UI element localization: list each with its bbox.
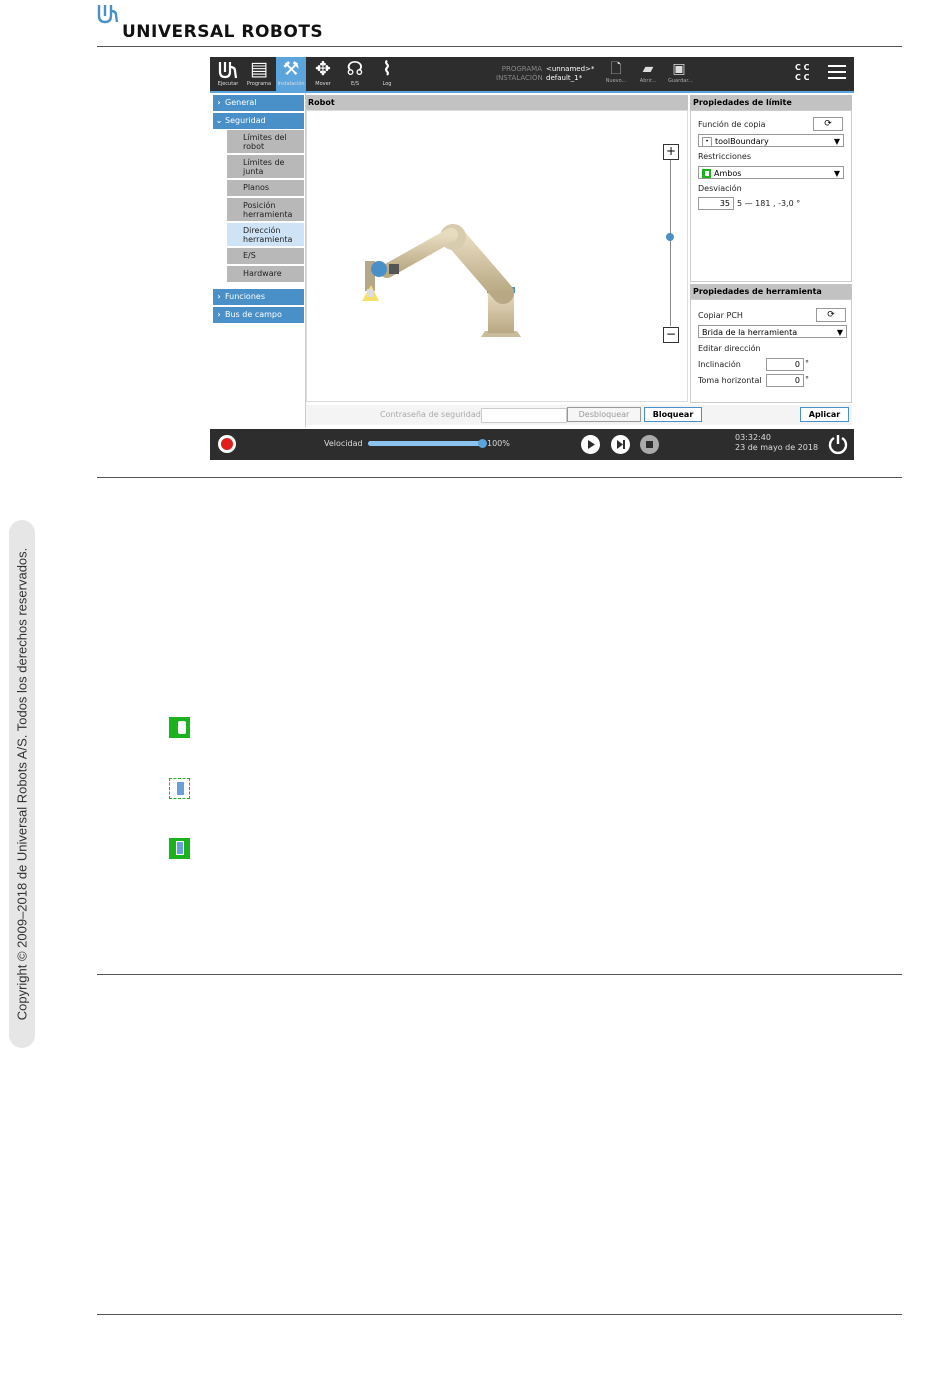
program-status (496, 65, 594, 73)
program-icon: ▤ (250, 58, 268, 80)
copy-tcp-label: Copiar PCH (698, 311, 743, 320)
sidebar-item-label: Dirección herramienta (243, 226, 293, 244)
copyright-text: Copyright © 2009–2018 de Universal Robots A/S. Todos los derechos reservados. (14, 547, 30, 1021)
restrictions-value: Ambos (714, 169, 742, 178)
copy-tcp-value: Brida de la herramienta (702, 328, 798, 337)
nav-installation[interactable] (276, 57, 306, 91)
unlock-button[interactable]: Desbloquear (567, 407, 641, 422)
feature-dot-icon: • (702, 137, 712, 147)
stop-icon (640, 435, 659, 454)
tilt-input[interactable]: 0 (766, 358, 804, 371)
sidebar-section-fieldbus[interactable] (213, 307, 304, 323)
nav-label: Instalación (277, 81, 305, 87)
chevron-right-icon: › (217, 98, 221, 107)
nav-log[interactable] (372, 57, 402, 91)
footer-rule (97, 1314, 902, 1315)
installation-value: default_1* (546, 74, 583, 82)
deviation-input[interactable]: 35 (698, 197, 734, 210)
tcp-refresh-button[interactable] (816, 308, 846, 322)
nav-label: Mover (315, 81, 331, 87)
new-file-icon: 🗋 (610, 61, 622, 77)
zoom-out-button[interactable]: − (663, 327, 679, 343)
section-label: Bus de campo (225, 310, 282, 319)
new-button[interactable] (605, 60, 627, 84)
tilt-label: Inclinación (698, 360, 741, 369)
top-bar (210, 57, 854, 93)
restriction-reduced-icon (169, 778, 190, 799)
brand-name: UNIVERSAL ROBOTS (122, 22, 324, 42)
sidebar-item-tool-position[interactable] (227, 198, 304, 222)
speed-slider[interactable] (368, 441, 482, 446)
sidebar-item-label: E/S (243, 251, 256, 260)
tool-label: Guardar... (668, 78, 693, 84)
folder-icon: ▰ (642, 61, 654, 77)
ur-logo-icon (217, 59, 239, 81)
installation-sidebar (210, 93, 306, 427)
move-icon: ✥ (315, 58, 331, 80)
step-button[interactable] (611, 435, 630, 454)
nav-label: Programa (246, 81, 272, 87)
clock-time: 03:32:40 (735, 433, 771, 442)
nav-move[interactable] (308, 57, 338, 91)
edit-direction-label: Editar dirección (698, 344, 761, 353)
robot-arm-illustration (307, 111, 687, 401)
chevron-down-icon: ⌄ (215, 116, 223, 125)
program-value: <unnamed>* (546, 65, 595, 73)
save-button[interactable] (668, 60, 693, 84)
pan-unit: ° (805, 375, 809, 384)
sidebar-item-label: Límites de junta (243, 158, 285, 176)
nav-label: Log (382, 81, 392, 87)
sidebar-item-label: Posición herramienta (243, 201, 293, 219)
restrictions-select[interactable] (698, 166, 844, 179)
apply-button[interactable]: Aplicar (800, 407, 849, 422)
save-icon: ▣ (672, 61, 686, 77)
copyright-tab (9, 520, 35, 1048)
tool-label: Abrir... (639, 78, 657, 84)
nav-label: E/S (350, 81, 360, 87)
speed-slider-handle[interactable] (478, 439, 487, 448)
zoom-slider-handle[interactable] (666, 233, 674, 241)
nav-run[interactable] (213, 57, 243, 91)
pan-label: Toma horizontal (698, 376, 762, 385)
ur-screenshot (210, 57, 854, 460)
installation-icon: ⚒ (282, 58, 300, 80)
sidebar-item-label: Hardware (243, 269, 282, 278)
sidebar-item-joint-limits[interactable] (227, 155, 304, 179)
dropdown-arrow-icon: ▼ (833, 169, 840, 178)
copy-feature-label: Función de copia (698, 120, 766, 129)
play-button[interactable] (581, 435, 600, 454)
stop-button[interactable] (640, 435, 659, 454)
log-icon: ⌇ (382, 58, 392, 80)
copy-feature-value: toolBoundary (715, 137, 769, 146)
safety-password-row (306, 405, 852, 425)
refresh-icon: ⟳ (824, 119, 832, 129)
separator-rule (97, 477, 902, 478)
sidebar-item-hardware[interactable] (227, 266, 304, 283)
chevron-right-icon: › (217, 310, 221, 319)
separator-rule (97, 974, 902, 975)
io-icon: ☊ (346, 58, 364, 80)
tool-properties-title: Propiedades de herramienta (690, 284, 852, 299)
sidebar-item-label: Límites del robot (243, 133, 287, 151)
cc-indicator[interactable]: C C C C (795, 63, 810, 82)
sidebar-item-robot-limits[interactable] (227, 130, 304, 154)
limit-properties-title: Propiedades de límite (690, 95, 852, 110)
section-label: General (225, 98, 257, 107)
chevron-right-icon: › (217, 292, 221, 301)
nav-program[interactable] (244, 57, 274, 91)
pan-input[interactable]: 0 (766, 374, 804, 387)
clock-date: 23 de mayo de 2018 (735, 443, 819, 452)
installation-status (496, 74, 582, 82)
sidebar-section-features[interactable] (213, 289, 304, 305)
speed-label: Velocidad (324, 439, 363, 448)
restrictions-label: Restricciones (698, 152, 752, 161)
open-button[interactable] (637, 60, 659, 84)
sidebar-item-label: Planos (243, 183, 270, 192)
sidebar-item-io[interactable] (227, 248, 304, 265)
both-mode-icon (702, 169, 711, 178)
zoom-in-button[interactable]: + (663, 144, 679, 160)
restriction-normal-icon (169, 838, 190, 859)
header-rule (97, 46, 902, 47)
hamburger-menu-icon[interactable] (828, 65, 846, 79)
copy-refresh-button[interactable] (813, 117, 843, 131)
nav-label: Ejecutar (217, 81, 239, 87)
ur-logo-icon (97, 3, 119, 25)
record-icon[interactable] (218, 435, 236, 453)
lock-button[interactable]: Bloquear (644, 407, 702, 422)
program-label: PROGRAMA (501, 65, 542, 73)
dropdown-arrow-icon: ▼ (833, 137, 840, 146)
play-icon (581, 435, 600, 454)
refresh-icon: ⟳ (827, 310, 835, 320)
sidebar-item-tool-direction[interactable] (227, 223, 304, 247)
zoom-track (670, 160, 671, 326)
installation-label: INSTALACIÓN (496, 74, 543, 82)
dropdown-arrow-icon: ▼ (836, 328, 843, 337)
copy-feature-select[interactable] (698, 134, 844, 147)
tool-properties-panel (690, 299, 852, 403)
nav-io[interactable] (340, 57, 370, 91)
speed-value: 100% (487, 439, 510, 448)
limit-properties-panel (690, 110, 852, 282)
section-label: Funciones (225, 292, 265, 301)
step-icon (611, 435, 630, 454)
safety-password-input[interactable] (481, 408, 567, 423)
restriction-both-icon (169, 717, 190, 738)
footer-bar (210, 429, 854, 460)
sidebar-section-general[interactable] (213, 95, 304, 111)
sidebar-item-planes[interactable] (227, 180, 304, 197)
power-icon[interactable] (827, 433, 849, 455)
view-title: Robot (306, 95, 688, 110)
robot-3d-view[interactable] (306, 110, 688, 402)
tool-label: Nuevo... (605, 78, 627, 84)
deviation-range: 5 — 181 , -3,0 ° (737, 199, 801, 208)
deviation-label: Desviación (698, 184, 742, 193)
section-label: Seguridad (225, 116, 266, 125)
tilt-unit: ° (805, 359, 809, 368)
copy-tcp-select[interactable] (698, 325, 847, 338)
sidebar-section-safety[interactable] (213, 113, 304, 129)
safety-password-label: Contraseña de seguridad (380, 410, 481, 419)
